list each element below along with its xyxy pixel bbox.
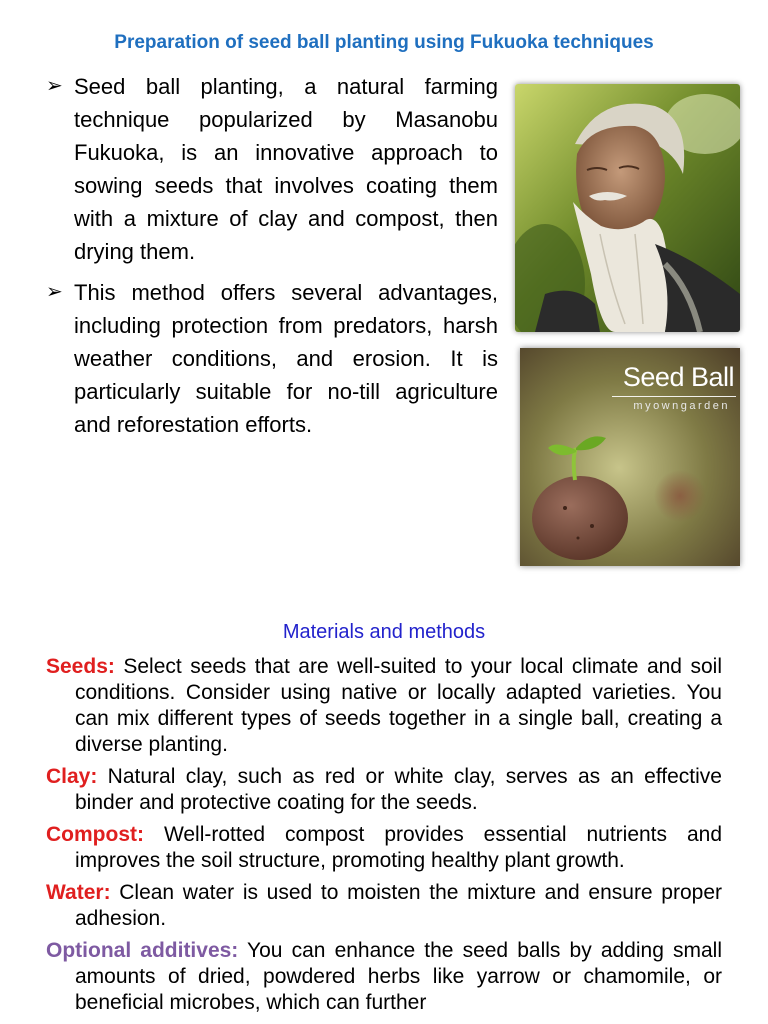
material-item: [46, 880, 722, 932]
material-label: Water:: [46, 881, 111, 904]
material-label: Clay:: [46, 765, 98, 788]
material-text: Select seeds that are well-suited to your local climate and soil conditions. Consider using native or locally adapted varieties. You can mix different types of seeds together in a single ball, creating a diverse planting.: [75, 655, 722, 756]
bullet-text: This method offers several advantages, including protection from predators, harsh weather conditions, and erosion. It is particularly suitable for no-till agriculture and reforestation efforts.: [74, 280, 498, 437]
arrow-bullet-icon: ➢: [46, 75, 63, 97]
material-text: Natural clay, such as red or white clay, serves as an effective binder and protective coating for the seeds.: [75, 765, 722, 814]
material-item: [46, 822, 722, 874]
material-text: You can enhance the seed balls by adding small amounts of dried, powdered herbs like yarrow or chamomile, or beneficial microbes, which can further: [75, 939, 722, 1014]
material-item: [46, 764, 722, 816]
bullet-item: [46, 70, 498, 268]
bullet-item: [46, 276, 498, 441]
material-label: Seeds:: [46, 655, 115, 678]
section-title: Materials and methods: [282, 621, 486, 643]
page-title: Preparation of seed ball planting using Fukuoka techniques: [114, 32, 654, 53]
material-text: Well-rotted compost provides essential nutrients and improves the soil structure, promoting healthy plant growth.: [75, 823, 722, 872]
seed-ball-image: [520, 348, 740, 566]
material-label: Optional additives:: [46, 939, 239, 962]
material-item: [46, 938, 722, 1016]
seed-ball-divider: [612, 396, 736, 397]
material-text: Clean water is used to moisten the mixture and ensure proper adhesion.: [75, 881, 722, 930]
bullet-text: Seed ball planting, a natural farming technique popularized by Masanobu Fukuoka, is an innovative approach to sowing seeds that involves coating them with a mixture of clay and compost, then drying them.: [74, 74, 498, 264]
bullet-list: [46, 70, 498, 441]
seed-ball-title: Seed Ball: [622, 362, 734, 392]
materials-list: [46, 654, 722, 1022]
arrow-bullet-icon: ➢: [46, 281, 63, 303]
material-item: [46, 654, 722, 758]
seed-ball-subtitle: myowngarden: [633, 400, 730, 412]
fukuoka-portrait-photo: [515, 84, 740, 332]
material-label: Compost:: [46, 823, 144, 846]
